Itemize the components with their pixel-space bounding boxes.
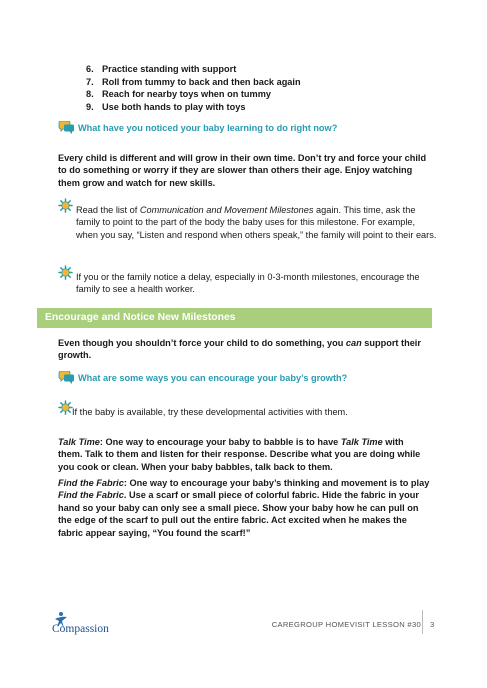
tip-text-1: Read the list of Communication and Movement Milestones again. This time, ask the family to point to the part of the body the baby uses for this milestone. For example, when you say, “Listen and respond when others speak,” the family will point to their ears. bbox=[76, 205, 437, 240]
tip-block-1 bbox=[58, 204, 438, 241]
speech-bubbles-icon bbox=[58, 371, 75, 385]
intro-paragraph: Every child is different and will grow in their own time. Don’t try and force your child to do something or worry if they are slower than others their age. Enjoy watching them grow and watch for new skills. bbox=[58, 153, 427, 188]
compassion-logo bbox=[52, 611, 132, 637]
list-item: 7. Roll from tummy to back and then back again bbox=[86, 76, 301, 87]
footer-divider bbox=[422, 610, 423, 634]
question-prompt-2 bbox=[58, 371, 347, 385]
section-heading: Encourage and Notice New Milestones bbox=[37, 308, 432, 328]
speech-bubbles-icon bbox=[58, 121, 75, 135]
list-item: 9. Use both hands to play with toys bbox=[86, 101, 246, 112]
tip-text-3: If the baby is available, try these developmental activities with them. bbox=[72, 407, 348, 417]
encourage-paragraph: Even though you shouldn’t force your child to do something, you can support their growth. bbox=[58, 338, 421, 361]
sun-gear-icon bbox=[58, 265, 73, 280]
tip-text-2: If you or the family notice a delay, especially in 0-3-month milestones, encourage the family to see a health worker. bbox=[76, 272, 420, 295]
milestone-list bbox=[86, 63, 301, 113]
find-fabric-paragraph: Find the Fabric: One way to encourage your baby’s thinking and movement is to play Find the Fabric. Use a scarf or small piece of colorful fabric. Hide the fabric in your hand so your baby can only see a small piece. Show your baby how he can pull on the edge of the scarf to pull out the entire fabric. Act excited when he makes the fabric appear saying, “You found the scarf!” bbox=[58, 478, 430, 538]
logo-wordmark: Compassion bbox=[52, 623, 109, 635]
question-text: What have you noticed your baby learning to do right now? bbox=[78, 123, 338, 133]
tip-block-2 bbox=[58, 271, 438, 296]
question-text: What are some ways you can encourage your baby’s growth? bbox=[78, 373, 348, 383]
sun-gear-icon bbox=[58, 198, 73, 213]
activity-label: Find the Fabric bbox=[58, 478, 124, 488]
sun-gear-icon bbox=[58, 400, 73, 415]
footer-lesson-label: CAREGROUP HOMEVISIT LESSON #30 bbox=[271, 620, 421, 629]
list-item: 8. Reach for nearby toys when on tummy bbox=[86, 89, 271, 100]
page-number: 3 bbox=[430, 620, 435, 629]
list-item: 6. Practice standing with support bbox=[86, 64, 237, 74]
activity-label: Talk Time bbox=[58, 437, 100, 447]
tip-block-3 bbox=[58, 406, 438, 418]
talk-time-paragraph: Talk Time: One way to encourage your baby to babble is to have Talk Time with them. Talk to them and listen for their response. Describe what you are doing while you cook or clean. When your baby babbles, talk back to them. bbox=[58, 437, 421, 472]
question-prompt-1 bbox=[58, 121, 337, 135]
